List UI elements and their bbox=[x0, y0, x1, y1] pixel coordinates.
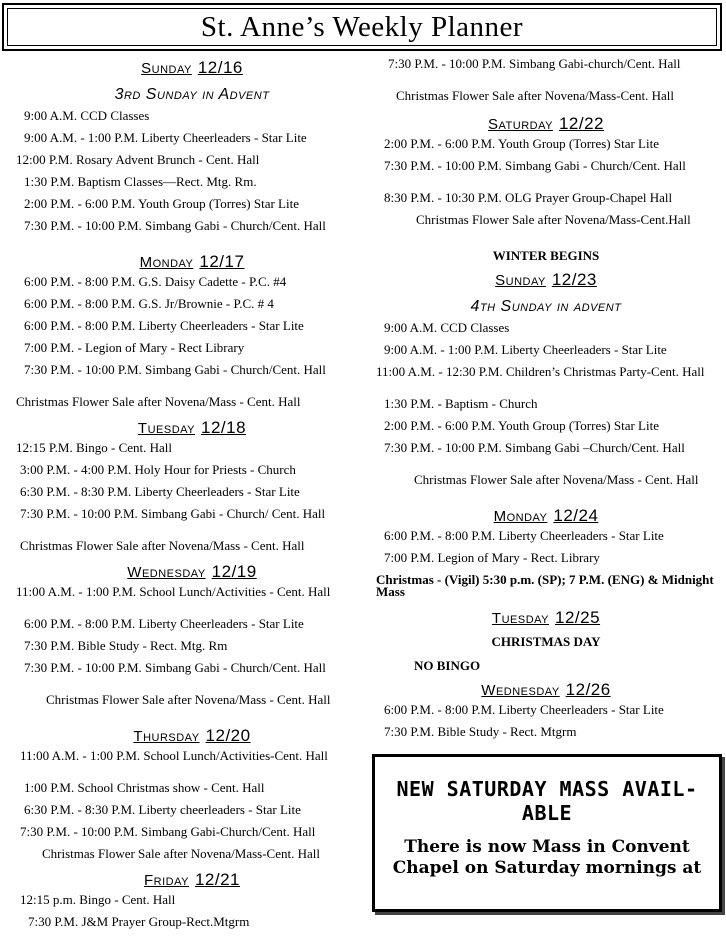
event-entry: 6:30 P.M. - 8:30 P.M. Liberty cheerleaders - Star Lite bbox=[24, 802, 301, 817]
day-heading bbox=[16, 560, 368, 584]
planner-title-banner bbox=[2, 3, 722, 51]
event-entry: 6:00 P.M. - 8:00 P.M. Liberty Cheerleaders - Star Lite bbox=[24, 616, 304, 631]
day-heading bbox=[376, 606, 716, 630]
day-date: 12/16 bbox=[197, 58, 243, 77]
event-entry: 2:00 P.M. - 6:00 P.M. Youth Group (Torres) Star Lite bbox=[384, 418, 659, 433]
event-entry: 12:15 P.M. Bingo - Cent. Hall bbox=[16, 440, 173, 455]
event-entry: 6:00 P.M. - 8:00 P.M. Liberty Cheerleaders - Star Lite bbox=[384, 702, 664, 717]
bold-notice: WINTER BEGINS bbox=[492, 248, 600, 263]
day-date: 12/21 bbox=[194, 870, 240, 889]
event-entry: 11:00 A.M. - 12:30 P.M. Children’s Christmas Party-Cent. Hall bbox=[376, 364, 705, 379]
event-entry: 7:30 P.M. - 10:00 P.M. Simbang Gabi-church/Cent. Hall bbox=[388, 56, 681, 71]
event-entry: Christmas Flower Sale after Novena/Mass - Cent. Hall bbox=[46, 692, 331, 707]
event-entry: 1:30 P.M. - Baptism - Church bbox=[384, 396, 538, 411]
day-name: Friday bbox=[143, 872, 189, 889]
day-name: Monday bbox=[139, 254, 194, 271]
event-entry: Christmas Flower Sale after Novena/Mass-Cent. Hall bbox=[396, 88, 674, 103]
event-entry: 7:00 P.M. - Legion of Mary - Rect Library bbox=[24, 340, 245, 355]
day-name: Sunday bbox=[495, 272, 546, 289]
event-entry: 12:00 P.M. Rosary Advent Brunch - Cent. Hall bbox=[16, 152, 260, 167]
event-entry: 9:00 A.M. CCD Classes bbox=[384, 320, 510, 335]
event-entry: Christmas Flower Sale after Novena/Mass - Cent. Hall bbox=[414, 472, 699, 487]
mass-schedule-note: Christmas - (Vigil) 5:30 p.m. (SP); 7 P.M. (ENG) & Midnight Mass bbox=[376, 572, 714, 599]
event-entry: 2:00 P.M. - 6:00 P.M. Youth Group (Torres) Star Lite bbox=[24, 196, 299, 211]
day-heading bbox=[376, 112, 716, 136]
event-entry: 6:00 P.M. - 8:00 P.M. Liberty Cheerleaders - Star Lite bbox=[384, 528, 664, 543]
event-entry: 3:00 P.M. - 4:00 P.M. Holy Hour for Priests - Church bbox=[20, 462, 296, 477]
day-heading bbox=[16, 868, 368, 892]
day-heading bbox=[376, 678, 716, 702]
planner-title: St. Anne’s Weekly Planner bbox=[200, 10, 524, 43]
day-date: 12/20 bbox=[205, 726, 251, 745]
event-entry: 6:00 P.M. - 8:00 P.M. Liberty Cheerleaders - Star Lite bbox=[24, 318, 304, 333]
notice-heading: NEW SATURDAY MASS AVAIL-ABLE bbox=[396, 777, 698, 825]
event-entry: 9:00 A.M. CCD Classes bbox=[24, 108, 150, 123]
day-name: Monday bbox=[493, 508, 548, 525]
event-entry: Christmas Flower Sale after Novena/Mass - Cent. Hall bbox=[16, 394, 301, 409]
event-entry: 7:30 P.M. - 10:00 P.M. Simbang Gabi - Church/ Cent. Hall bbox=[20, 506, 326, 521]
event-entry: 7:30 P.M. - 10:00 P.M. Simbang Gabi - Church/Cent. Hall bbox=[24, 218, 326, 233]
event-entry: Christmas Flower Sale after Novena/Mass - Cent. Hall bbox=[20, 538, 305, 553]
day-date: 12/26 bbox=[565, 680, 611, 699]
notice-body: There is now Mass in Convent Chapel on Saturday mornings at bbox=[392, 837, 702, 878]
event-entry: 1:30 P.M. Baptism Classes—Rect. Mtg. Rm. bbox=[24, 174, 257, 189]
day-name: Wednesday bbox=[127, 564, 206, 581]
day-heading bbox=[376, 268, 716, 292]
event-entry: 6:00 P.M. - 8:00 P.M. G.S. Daisy Cadette - P.C. #4 bbox=[24, 274, 287, 289]
event-entry: 7:30 P.M. - 10:00 P.M. Simbang Gabi –Church/Cent. Hall bbox=[384, 440, 685, 455]
bold-notice: CHRISTMAS DAY bbox=[491, 634, 601, 649]
day-date: 12/24 bbox=[553, 506, 599, 525]
day-date: 12/17 bbox=[199, 252, 245, 271]
day-name: Tuesday bbox=[137, 420, 196, 437]
event-entry: 7:30 P.M. Bible Study - Rect. Mtg. Rm bbox=[24, 638, 228, 653]
event-entry: 7:30 P.M. - 10:00 P.M. Simbang Gabi-Church/Cent. Hall bbox=[20, 824, 316, 839]
right-column bbox=[376, 56, 716, 746]
day-heading bbox=[16, 416, 368, 440]
day-heading bbox=[16, 724, 368, 748]
event-entry: 9:00 A.M. - 1:00 P.M. Liberty Cheerleaders - Star Lite bbox=[24, 130, 307, 145]
day-date: 12/25 bbox=[555, 608, 601, 627]
day-heading bbox=[16, 56, 368, 80]
event-entry: 6:30 P.M. - 8:30 P.M. Liberty Cheerleaders - Star Lite bbox=[20, 484, 300, 499]
liturgical-heading: 3rd Sunday in Advent bbox=[114, 86, 270, 103]
day-date: 12/19 bbox=[211, 562, 257, 581]
event-entry: 1:00 P.M. School Christmas show - Cent. Hall bbox=[24, 780, 265, 795]
event-entry: Christmas Flower Sale after Novena/Mass-Cent.Hall bbox=[416, 212, 691, 227]
day-name: Saturday bbox=[488, 116, 553, 133]
event-entry: 7:00 P.M. Legion of Mary - Rect. Library bbox=[384, 550, 600, 565]
day-name: Thursday bbox=[133, 728, 200, 745]
event-entry: 9:00 A.M. - 1:00 P.M. Liberty Cheerleaders - Star Lite bbox=[384, 342, 667, 357]
event-entry: Christmas Flower Sale after Novena/Mass-Cent. Hall bbox=[42, 846, 320, 861]
saturday-mass-notice bbox=[372, 754, 722, 912]
event-entry: 7:30 P.M. - 10:00 P.M. Simbang Gabi - Church/Cent. Hall bbox=[24, 660, 326, 675]
event-entry: 7:30 P.M. J&M Prayer Group-Rect.Mtgrm bbox=[28, 914, 250, 929]
day-name: Wednesday bbox=[481, 682, 560, 699]
day-heading bbox=[376, 504, 716, 528]
liturgical-heading: 4th Sunday in advent bbox=[470, 298, 622, 315]
day-date: 12/22 bbox=[558, 114, 604, 133]
event-entry: 2:00 P.M. - 6:00 P.M. Youth Group (Torres) Star Lite bbox=[384, 136, 659, 151]
event-entry: 8:30 P.M. - 10:30 P.M. OLG Prayer Group-Chapel Hall bbox=[384, 190, 673, 205]
left-column bbox=[16, 56, 368, 936]
day-date: 12/18 bbox=[201, 418, 247, 437]
day-name: Tuesday bbox=[491, 610, 550, 627]
event-entry: 11:00 A.M. - 1:00 P.M. School Lunch/Activities-Cent. Hall bbox=[20, 748, 328, 763]
event-entry: 7:30 P.M. - 10:00 P.M. Simbang Gabi - Church/Cent. Hall bbox=[24, 362, 326, 377]
day-date: 12/23 bbox=[551, 270, 597, 289]
event-entry: 7:30 P.M. - 10:00 P.M. Simbang Gabi - Church/Cent. Hall bbox=[384, 158, 686, 173]
event-entry: 12:15 p.m. Bingo - Cent. Hall bbox=[20, 892, 176, 907]
day-name: Sunday bbox=[141, 60, 192, 77]
event-entry: 7:30 P.M. Bible Study - Rect. Mtgrm bbox=[384, 724, 577, 739]
event-entry: 6:00 P.M. - 8:00 P.M. G.S. Jr/Brownie - P.C. # 4 bbox=[24, 296, 274, 311]
day-heading bbox=[16, 250, 368, 274]
bold-notice: NO BINGO bbox=[414, 658, 481, 673]
event-entry: 11:00 A.M. - 1:00 P.M. School Lunch/Activities - Cent. Hall bbox=[16, 584, 331, 599]
